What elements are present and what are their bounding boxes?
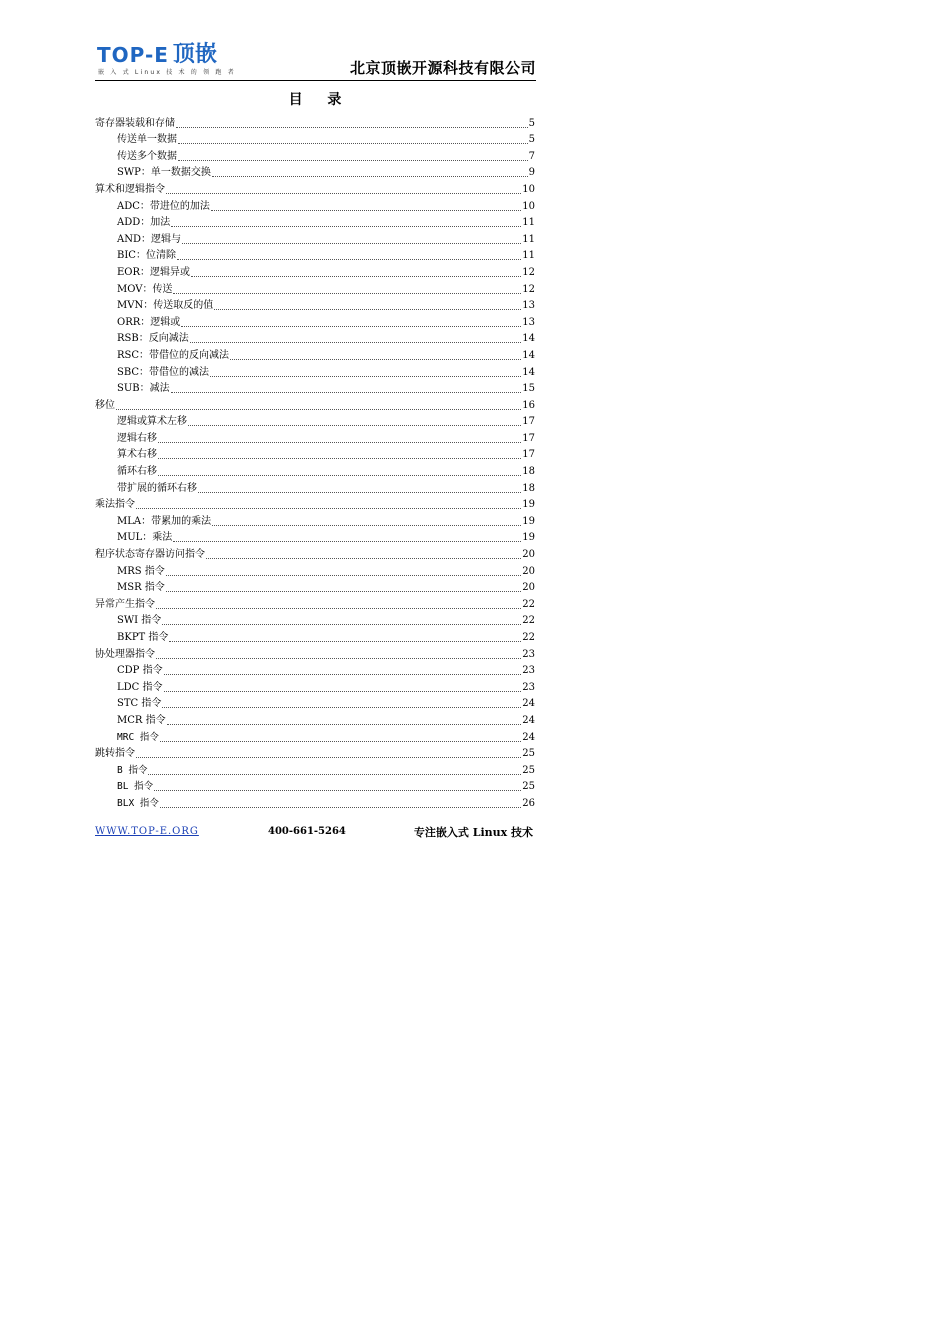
toc-entry-label: MUL：乘法 (117, 532, 173, 544)
toc-entry-label: 跳转指令 (95, 748, 135, 760)
toc-entry-label: 逻辑或算术左移 (117, 416, 187, 428)
toc-entry-label: SBC：带借位的减法 (117, 366, 210, 378)
toc-dot-leader (148, 773, 521, 775)
toc-dot-leader (178, 159, 528, 161)
toc-dot-leader (164, 673, 522, 675)
toc-dot-leader (212, 175, 528, 177)
toc-entry-page: 23 (522, 681, 535, 693)
toc-entry-label: STC 指令 (117, 698, 162, 710)
toc-entry-label: RSC：带借位的反向减法 (117, 349, 230, 361)
toc-entry[interactable] (95, 413, 535, 430)
toc-entry[interactable] (95, 131, 535, 148)
toc-dot-leader (210, 375, 521, 377)
toc-entry[interactable] (95, 164, 535, 181)
toc-entry-page: 10 (522, 183, 535, 195)
toc-dot-leader (156, 657, 521, 659)
toc-entry-page: 11 (522, 250, 535, 262)
toc-entry[interactable] (95, 695, 535, 712)
logo-wordmark: TOP-E (97, 43, 169, 67)
toc-dot-leader (166, 590, 521, 592)
toc-entry-label: MSR 指令 (117, 582, 165, 594)
toc-entry-label: ADD：加法 (117, 217, 171, 229)
toc-title: 目 录 (288, 92, 352, 108)
toc-entry[interactable] (95, 396, 535, 413)
toc-entry-label: CDP 指令 (117, 665, 163, 677)
toc-entry-label: 寄存器装载和存储 (95, 117, 175, 129)
toc-entry-label: SWI 指令 (117, 615, 162, 627)
toc-entry-page: 20 (522, 549, 535, 561)
toc-entry[interactable] (95, 479, 535, 496)
toc-dot-leader (169, 640, 521, 642)
toc-entry[interactable] (95, 745, 535, 762)
company-logo (95, 42, 255, 78)
toc-entry-label: AND：逻辑与 (117, 233, 181, 245)
toc-entry-label: 传送单一数据 (117, 134, 177, 146)
toc-entry-label: B 指令 (117, 764, 148, 776)
toc-dot-leader (214, 308, 521, 310)
toc-entry-label: MRS 指令 (117, 565, 165, 577)
toc-entry-page: 17 (522, 416, 535, 428)
toc-entry-page: 17 (522, 432, 535, 444)
toc-entry-page: 23 (522, 648, 535, 660)
toc-entry-page: 19 (522, 532, 535, 544)
toc-entry[interactable] (95, 313, 535, 330)
toc-entry[interactable] (95, 728, 535, 745)
toc-entry-label: BIC：位清除 (117, 250, 176, 262)
toc-entry-page: 24 (522, 731, 535, 743)
toc-entry-label: SUB：减法 (117, 383, 170, 395)
toc-entry[interactable] (95, 363, 535, 380)
toc-dot-leader (158, 441, 521, 443)
toc-entry-label: 异常产生指令 (95, 598, 155, 610)
toc-entry[interactable] (95, 595, 535, 612)
toc-dot-leader (182, 242, 521, 244)
toc-entry-page: 10 (522, 200, 535, 212)
toc-entry-page: 5 (528, 117, 535, 129)
toc-dot-leader (177, 258, 521, 260)
toc-entry-label: RSB：反向减法 (117, 333, 189, 345)
toc-entry-label: MRC 指令 (117, 731, 159, 743)
toc-entry-page: 25 (522, 764, 535, 776)
toc-entry-page: 25 (522, 748, 535, 760)
toc-entry[interactable] (95, 678, 535, 695)
toc-dot-leader (230, 358, 521, 360)
toc-entry-page: 9 (528, 167, 535, 179)
toc-entry-page: 22 (522, 615, 535, 627)
toc-entry[interactable] (95, 114, 535, 131)
toc-entry[interactable] (95, 645, 535, 662)
toc-entry-page: 14 (522, 349, 535, 361)
toc-entry-label: BKPT 指令 (117, 632, 169, 643)
logo-tagline: 嵌 入 式 Linux 技 术 的 领 跑 者 (98, 69, 236, 76)
toc-entry[interactable] (95, 147, 535, 164)
toc-entry[interactable] (95, 330, 535, 347)
toc-entry-label: 传送多个数据 (117, 150, 177, 162)
toc-entry[interactable] (95, 180, 535, 197)
toc-dot-leader (181, 325, 521, 327)
toc-entry-page: 14 (522, 366, 535, 378)
page-header (95, 42, 536, 81)
toc-dot-leader (206, 557, 521, 559)
toc-dot-leader (136, 507, 521, 509)
company-name: 北京顶嵌开源科技有限公司 (349, 59, 536, 77)
website-link[interactable]: WWW.TOP-E.ORG (95, 826, 199, 837)
toc-dot-leader (176, 126, 528, 128)
toc-dot-leader (167, 723, 522, 725)
toc-entry[interactable] (95, 529, 535, 546)
toc-entry-label: 算术和逻辑指令 (95, 183, 165, 195)
toc-entry-page: 22 (522, 598, 535, 610)
toc-entry-page: 24 (522, 698, 535, 710)
toc-entry-page: 12 (522, 283, 535, 295)
toc-entry[interactable] (95, 230, 535, 247)
toc-entry-page: 16 (522, 399, 535, 411)
toc-entry-label: SWP：单一数据交换 (117, 167, 211, 179)
toc-entry-label: BLX 指令 (117, 797, 159, 809)
toc-dot-leader (162, 706, 521, 708)
toc-entry-page: 18 (522, 466, 535, 478)
toc-entry-page: 24 (522, 714, 535, 726)
toc-entry-page: 7 (528, 150, 535, 162)
toc-entry[interactable] (95, 761, 535, 778)
toc-dot-leader (160, 740, 521, 742)
toc-entry-label: EOR：逻辑异或 (117, 266, 191, 278)
toc-dot-leader (178, 142, 528, 144)
toc-entry-label: MCR 指令 (117, 714, 166, 726)
toc-dot-leader (190, 341, 522, 343)
toc-entry[interactable] (95, 429, 535, 446)
toc-dot-leader (158, 474, 521, 476)
toc-dot-leader (171, 225, 521, 227)
toc-entry-page: 26 (522, 797, 535, 809)
toc-entry[interactable] (95, 794, 535, 811)
logo-cn-wordmark: 顶嵌 (172, 42, 217, 67)
page-footer (95, 824, 535, 840)
toc-dot-leader (191, 275, 521, 277)
toc-dot-leader (188, 424, 521, 426)
toc-dot-leader (173, 540, 521, 542)
toc-entry-page: 19 (522, 515, 535, 527)
toc-entry-label: MOV：传送 (117, 283, 173, 295)
toc-entry[interactable] (95, 346, 535, 363)
toc-entry-label: 算术右移 (117, 449, 157, 461)
toc-dot-leader (116, 408, 521, 410)
toc-entry[interactable] (95, 579, 535, 596)
toc-dot-leader (171, 391, 522, 393)
toc-entry-page: 13 (522, 300, 535, 312)
toc-entry[interactable] (95, 612, 535, 629)
toc-dot-leader (173, 292, 521, 294)
toc-dot-leader (166, 574, 521, 576)
toc-entry[interactable] (95, 545, 535, 562)
toc-entry-label: 带扩展的循环右移 (117, 482, 197, 494)
toc-entry[interactable] (95, 247, 535, 264)
toc-entry[interactable] (95, 662, 535, 679)
toc-entry-label: MLA：带累加的乘法 (117, 515, 212, 527)
toc-entry-label: LDC 指令 (117, 681, 163, 693)
toc-entry-page: 20 (522, 565, 535, 577)
toc-entry-label: ORR：逻辑或 (117, 316, 181, 328)
toc-entry-page: 15 (522, 383, 535, 395)
toc-entry-page: 18 (522, 482, 535, 494)
toc-entry-label: BL 指令 (117, 781, 154, 793)
toc-entry[interactable] (95, 512, 535, 529)
toc-dot-leader (198, 491, 521, 493)
toc-entry-label: 移位 (95, 399, 115, 411)
toc-entry[interactable] (95, 280, 535, 297)
toc-entry[interactable] (95, 711, 535, 728)
toc-dot-leader (160, 806, 521, 808)
toc-entry-page: 14 (522, 333, 535, 345)
toc-entry-page: 17 (522, 449, 535, 461)
toc-entry-page: 19 (522, 499, 535, 511)
toc-entry[interactable] (95, 562, 535, 579)
toc-entry-label: 乘法指令 (95, 499, 135, 511)
toc-entry[interactable] (95, 496, 535, 513)
toc-entry[interactable] (95, 297, 535, 314)
toc-dot-leader (164, 690, 522, 692)
toc-entry-page: 11 (522, 233, 535, 245)
toc-entry-page: 12 (522, 266, 535, 278)
toc-entry-page: 22 (522, 632, 535, 643)
toc-entry-page: 11 (522, 217, 535, 229)
toc-entry-page: 25 (522, 781, 535, 793)
toc-entry-label: 循环右移 (117, 466, 157, 478)
footer-slogan: 专注嵌入式 Linux 技术 (413, 826, 533, 839)
toc-entry[interactable] (95, 263, 535, 280)
toc-entry-label: ADC：带进位的加法 (117, 200, 210, 212)
phone-number: 400-661-5264 (268, 826, 346, 837)
table-of-contents (95, 114, 535, 811)
toc-dot-leader (166, 192, 521, 194)
toc-entry[interactable] (95, 380, 535, 397)
toc-entry-page: 13 (522, 316, 535, 328)
toc-dot-leader (212, 524, 521, 526)
toc-dot-leader (211, 209, 521, 211)
toc-entry-page: 23 (522, 665, 535, 677)
toc-entry-label: 逻辑右移 (117, 432, 157, 444)
toc-entry-page: 5 (528, 134, 535, 146)
toc-dot-leader (154, 789, 521, 791)
toc-entry[interactable] (95, 197, 535, 214)
toc-dot-leader (162, 623, 521, 625)
toc-entry-page: 20 (522, 582, 535, 594)
toc-entry[interactable] (95, 628, 535, 645)
toc-entry[interactable] (95, 462, 535, 479)
toc-entry[interactable] (95, 214, 535, 231)
toc-dot-leader (136, 756, 521, 758)
toc-entry[interactable] (95, 446, 535, 463)
toc-dot-leader (156, 607, 521, 609)
toc-entry-label: 程序状态寄存器访问指令 (95, 549, 205, 561)
toc-entry-label: MVN：传送取反的值 (117, 300, 214, 312)
toc-dot-leader (158, 457, 521, 459)
toc-entry[interactable] (95, 778, 535, 795)
toc-entry-label: 协处理器指令 (95, 648, 155, 660)
